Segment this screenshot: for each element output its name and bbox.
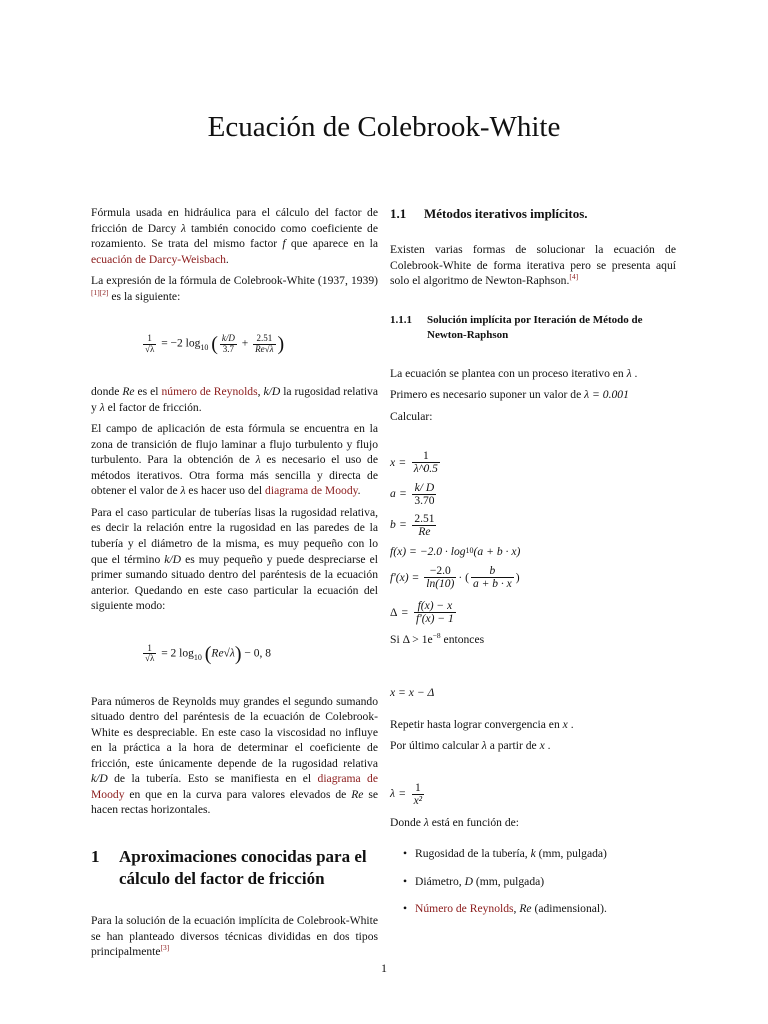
update-equation: x = x − Δ xyxy=(390,686,435,700)
page-title: Ecuación de Colebrook-White xyxy=(207,111,561,143)
colebrook-equation: $\frac{1}{√\lambda}$ = −2 $\log_{10}$ ( $\frac{k/D}{3.7}$ + $\frac{2.51}{Re√\lambda}$ ) xyxy=(145,333,285,356)
equation-fprime: f′(x) = $\frac{-2.0}{\ln(10)}$ · ( $\frac{b}{a + b \cdot x}$ ) xyxy=(390,565,520,591)
intro-paragraph: Fórmula usada en hidráulica para el cálculo del factor de fricción de Darcy λ también conocido como coeficiente de rozamiento. Se trata del mismo factor f que aparece en la ecuación de Darcy-Weisbach. xyxy=(91,206,379,266)
moody-diagram-link[interactable]: diagrama de Moody xyxy=(265,484,358,498)
equation-a: a = $\frac{k/ D}{3.70}$ xyxy=(390,481,435,507)
page-number: 1 xyxy=(381,961,387,975)
right-column xyxy=(390,205,676,929)
iteration-intro: La ecuación se plantea con un proceso iterativo en λ . xyxy=(390,366,638,380)
equation-delta: Δ = $\frac{f(x) - x}{f'(x) - 1}$ xyxy=(390,600,454,626)
section-1-paragraph: Para la solución de la ecuación implícita de Colebrook-White se han planteado diversos técnicas divididas en dos tipos principalmente[3] xyxy=(91,914,378,959)
smooth-pipes-paragraph: Para el caso particular de tuberías lisas la rugosidad relativa, es decir la relación entre la rugosidad en las paredes de la tubería y el diámetro de la misma, es muy pequeño con lo que el término k/D es muy pequeño y puede despreciarse el primer sumando situado dentro del paréntesis de la ecuación anterior. Quedando en este caso particular la ecuación del siguiente modo: xyxy=(91,505,378,613)
equation-x: x = $\frac{1}{\lambda\^{}0.5}$ xyxy=(390,450,438,476)
section-1-1-paragraph: Existen varias formas de solucionar la ecuación de Colebrook-White de forma iterativa pero se presenta aquí solo el algoritmo de Newton-Raphson.[4] xyxy=(390,243,676,288)
dependency-list xyxy=(390,846,676,917)
moody-diagram-link-2[interactable]: diagrama de Moody xyxy=(91,772,378,801)
initial-guess: Primero es necesario suponer un valor de λ = 0.001 xyxy=(390,388,629,402)
repeat-line: Repetir hasta lograr convergencia en x . xyxy=(390,717,574,731)
calculate-label: Calcular: xyxy=(390,409,433,423)
equation-fx: f(x) = −2.0 · log 10 (a + b · x) xyxy=(390,544,521,558)
equation-b: b = $\frac{2.51}{Re}$ xyxy=(390,512,435,538)
reference-link-1-2[interactable]: [1][2] xyxy=(91,287,109,297)
variables-paragraph: donde Re es el número de Reynolds, k/D la rugosidad relativa y λ el factor de fricción. xyxy=(91,385,378,414)
reference-link-3[interactable]: [3] xyxy=(160,943,170,953)
equation-lambda: λ = $\frac{1}{\text{x²}}$ xyxy=(390,781,423,807)
condition-line: Si $\Delta > 1e^{-8}$ entonces xyxy=(390,630,485,646)
list-item: • Número de Reynolds, Re (adimensional). xyxy=(403,901,676,917)
section-1-1-heading: 1.1 Métodos iterativos implícitos. xyxy=(390,206,588,221)
reynolds-link-2[interactable]: Número de Reynolds xyxy=(415,902,514,916)
left-column xyxy=(91,205,378,966)
section-1-heading: 1 Aproximaciones conocidas para el cálculo del factor de fricción xyxy=(91,846,367,888)
smooth-pipe-equation: $\frac{1}{√\lambda}$ = 2 $\log_{10} (Re√\lambda) - 0$, 8 xyxy=(145,642,272,665)
section-1-1-1-heading: 1.1.1 Solución implícita por Iteración de Método de Newton-Raphson xyxy=(390,314,643,342)
depends-on-line: Donde λ está en función de: xyxy=(390,815,519,829)
reynolds-link[interactable]: número de Reynolds xyxy=(161,385,258,399)
formula-intro-paragraph: La expresión de la fórmula de Colebrook-White (1937, 1939)[1][2] es la siguiente: xyxy=(91,274,378,303)
application-paragraph: El campo de aplicación de esta fórmula se encuentra en la zona de transición de flujo laminar a flujo turbulento y flujo turbulento. Para la obtención de λ es necesario el uso de métodos iterativos. Otra forma más sencilla y directa de obtener el valor de λ es hacer uso del diagrama de Moody. xyxy=(91,422,378,498)
list-item: • Diámetro, D (mm, pulgada) xyxy=(403,874,676,890)
high-reynolds-paragraph: Para números de Reynolds muy grandes el segundo sumando situado dentro del paréntesis de la ecuación de Colebrook-White es despreciable. En este caso la viscosidad no influye en la práctica a la hora de determinar el coeficiente de fricción, este únicamente depende de la rugosidad relativa k/D de la tubería. Esto se manifiesta en el diagrama de Moody en que en la curva para valores elevados de Re se hacen rectas horizontales. xyxy=(91,694,378,817)
list-item: • Rugosidad de la tubería, k (mm, pulgada) xyxy=(403,846,676,862)
reference-link-4[interactable]: [4] xyxy=(569,272,579,282)
darcy-weisbach-link[interactable]: ecuación de Darcy-Weisbach xyxy=(91,252,226,266)
final-calc-line: Por último calcular λ a partir de x . xyxy=(390,739,551,753)
